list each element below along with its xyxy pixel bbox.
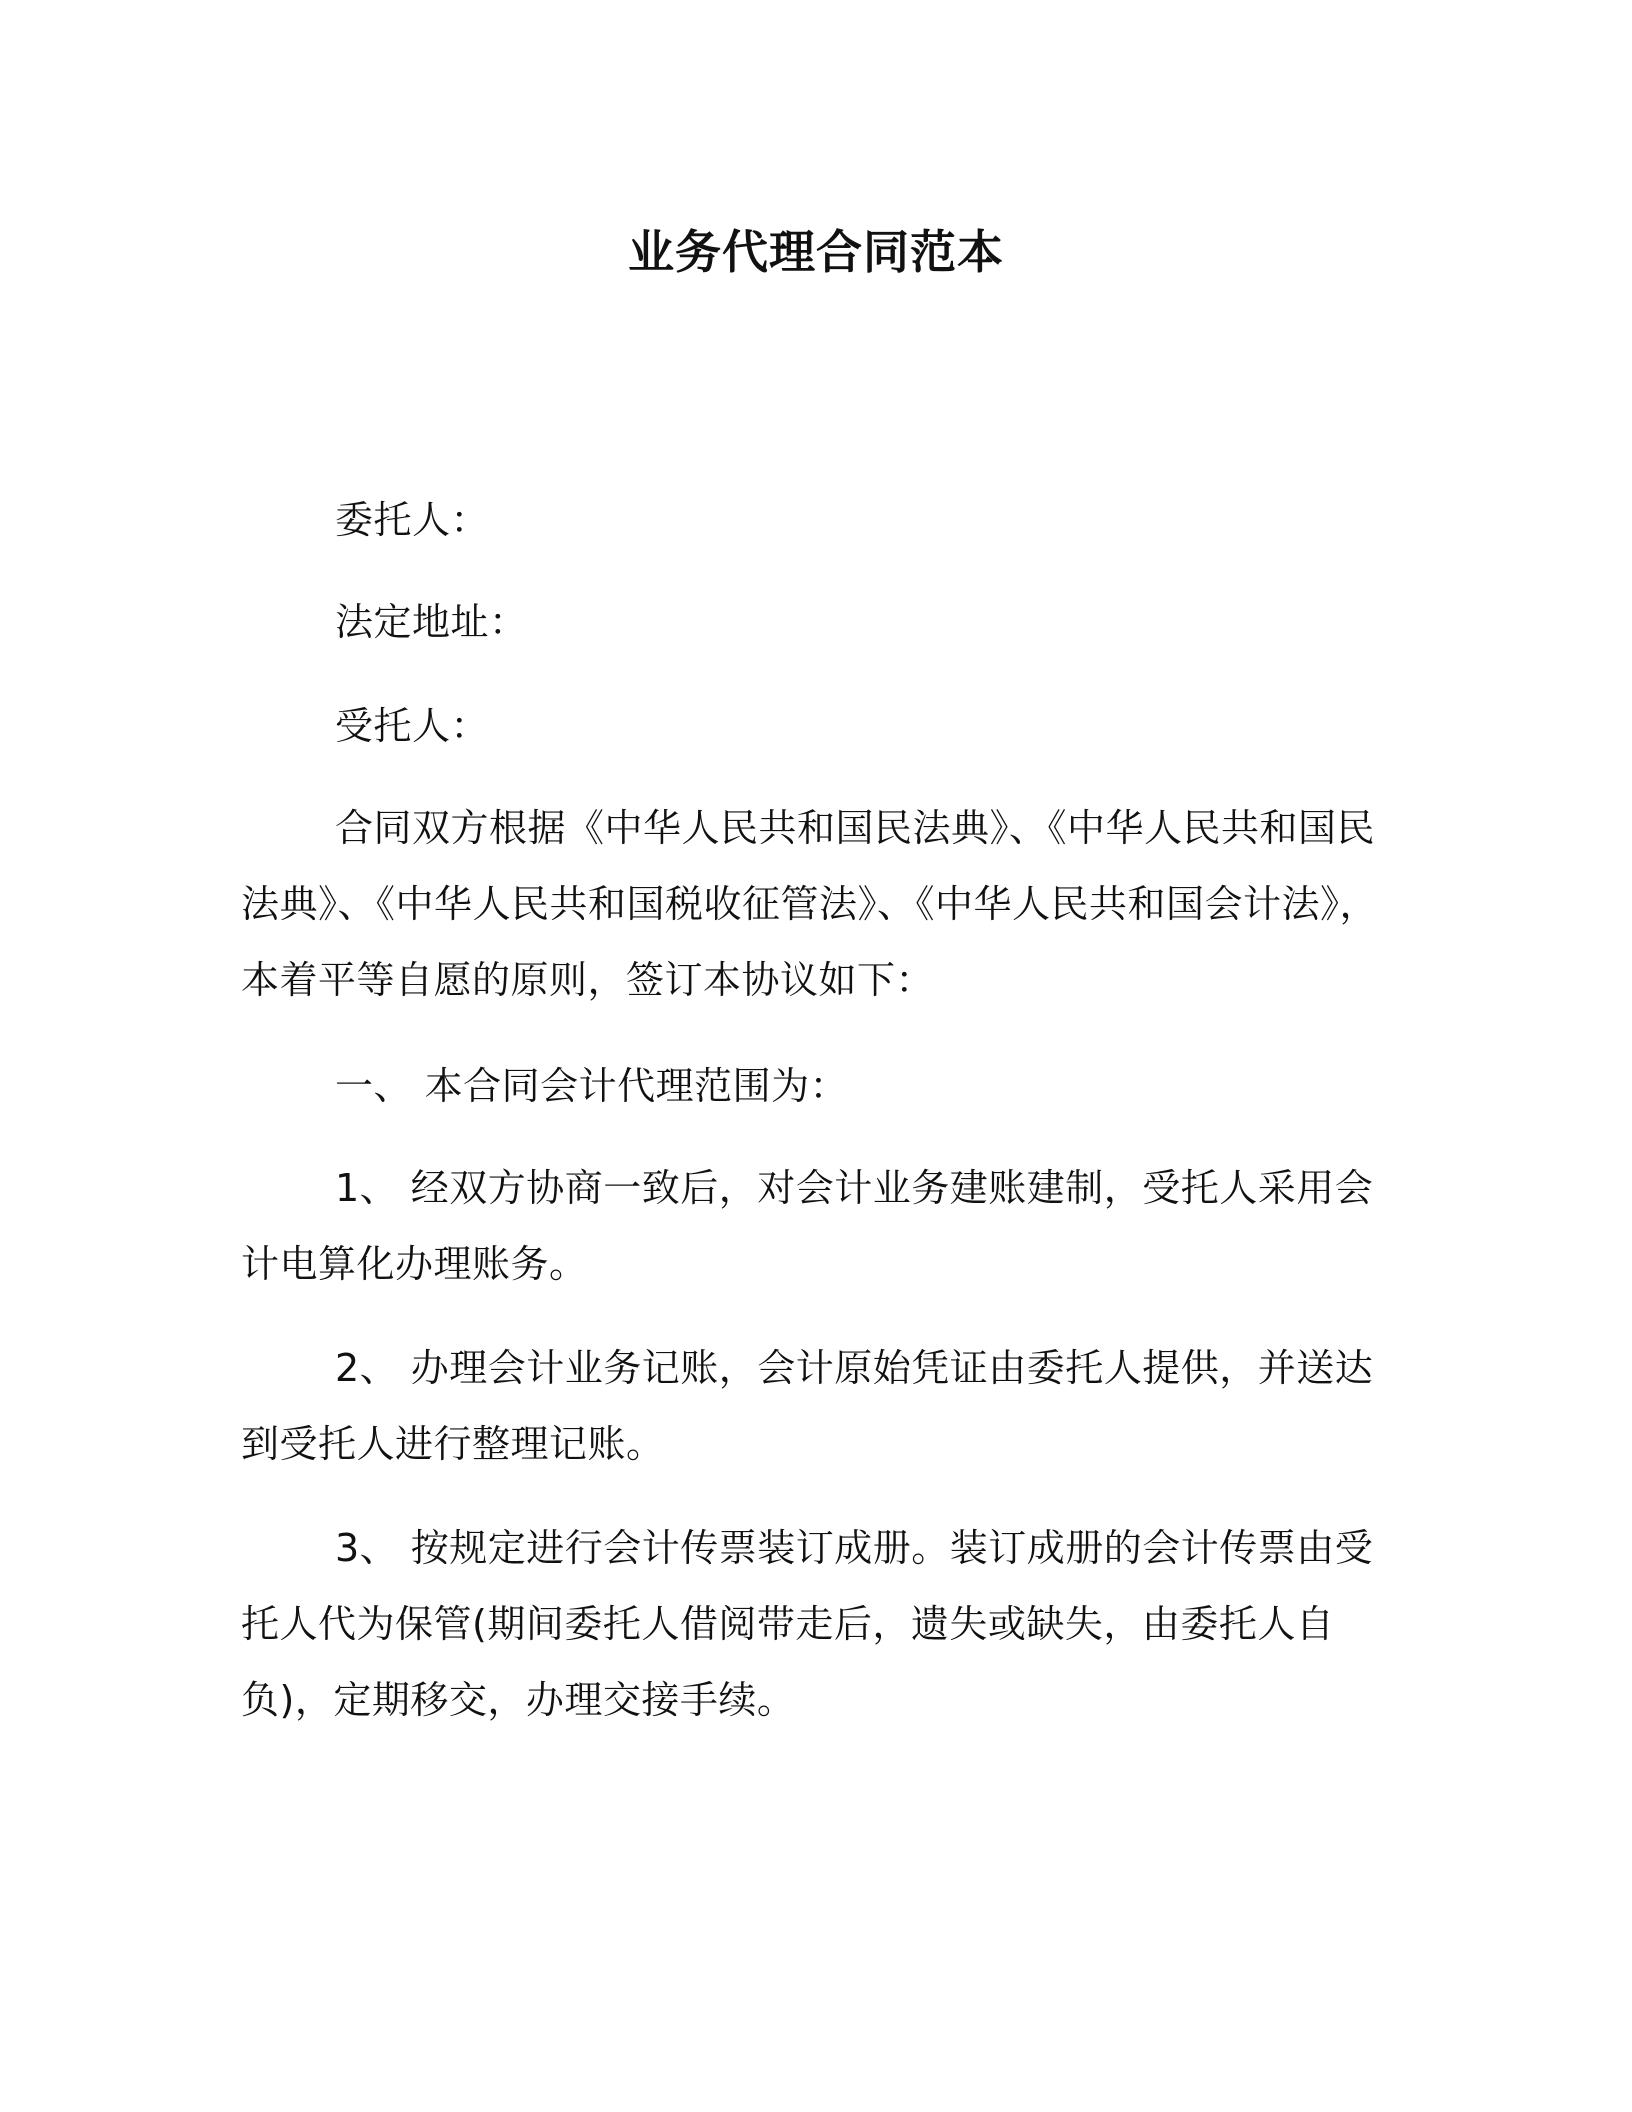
intro-paragraph-block — [241, 790, 1381, 1018]
document-title: 业务代理合同范本 — [628, 225, 1004, 279]
legal-address-field-label: 法定地址： — [335, 600, 528, 644]
intro-paragraph: 合同双方根据《中华人民共和国民法典》、《中华人民共和国民法典》、《中华人民共和国税收征管法》、《中华人民共和国会计法》，本着平等自愿的原则，签订本协议如下： — [241, 806, 1379, 1002]
agent-field-label: 受托人： — [335, 704, 490, 748]
item2-paragraph: 2、 办理会计业务记账，会计原始凭证由委托人提供，并送达到受托人进行整理记账。 — [241, 1346, 1374, 1466]
item3-block — [241, 1510, 1381, 1738]
section1-heading: 一、 本合同会计代理范围为： — [335, 1064, 849, 1108]
item1-block — [241, 1150, 1381, 1302]
section1-heading-block — [241, 1048, 1381, 1124]
item3-paragraph: 3、 按规定进行会计传票装订成册。装订成册的会计传票由受托人代为保管(期间委托人借阅带走后，遗失或缺失，由委托人自负)，定期移交，办理交接手续。 — [241, 1526, 1374, 1722]
client-field-label: 委托人： — [335, 498, 490, 542]
item1-paragraph: 1、 经双方协商一致后，对会计业务建账建制，受托人采用会计电算化办理账务。 — [241, 1166, 1374, 1286]
item2-block — [241, 1330, 1381, 1482]
